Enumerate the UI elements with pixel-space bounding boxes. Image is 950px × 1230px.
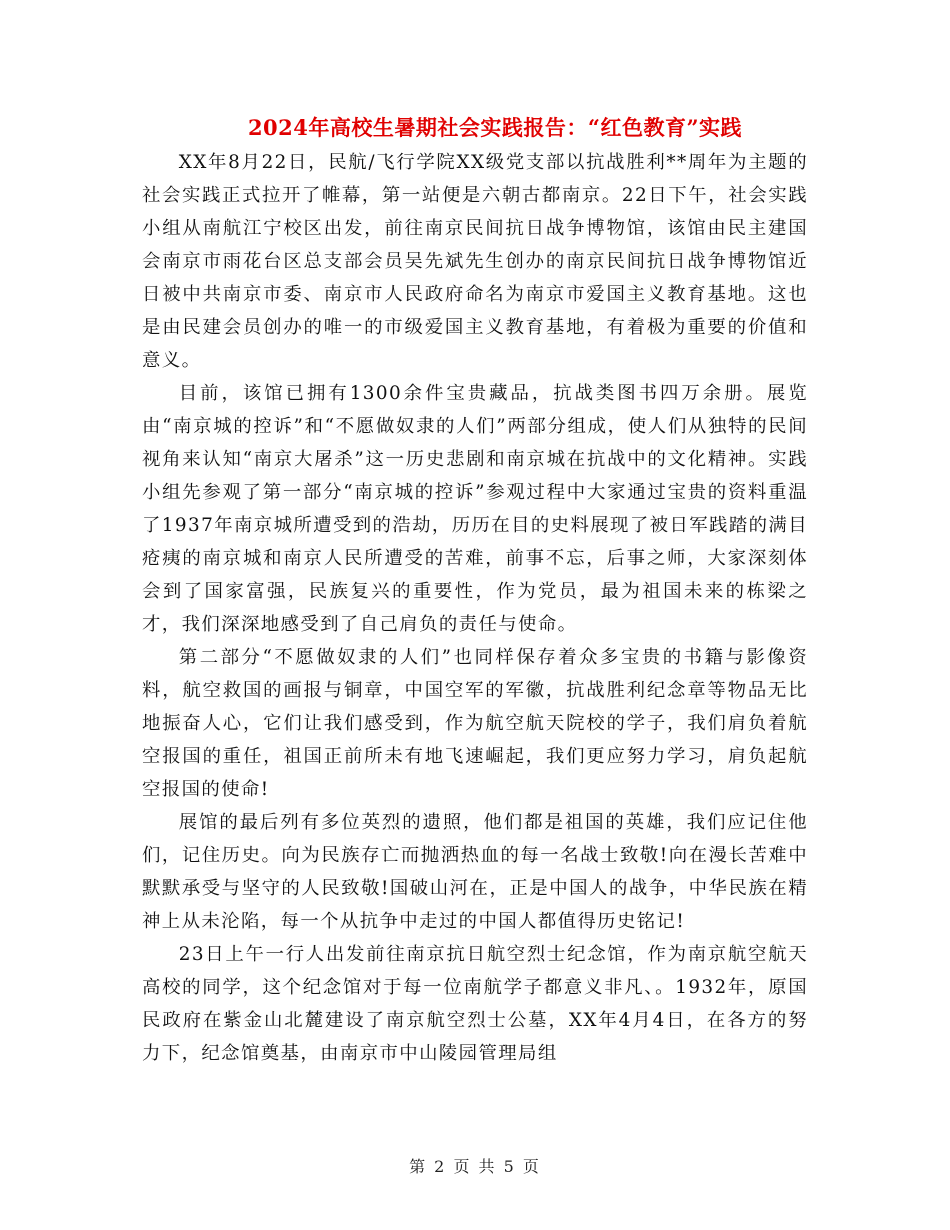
paragraph: 第二部分“不愿做奴隶的人们”也同样保存着众多宝贵的书籍与影像资料，航空救国的画报与铜章，中国空军的军徽，抗战胜利纪念章等物品无比地振奋人心，它们让我们感受到，作为航空航天院校的学子，我们肩负着航空报国的重任，祖国正前所未有地飞速崛起，我们更应努力学习，肩负起航空报国的使命!: [142, 647, 808, 800]
document-body: [142, 146, 808, 1070]
document-title: 2024年高校生暑期社会实践报告：“红色教育”实践: [247, 115, 743, 140]
paragraph: 23日上午一行人出发前往南京抗日航空烈士纪念馆，作为南京航空航天高校的同学，这个纪念馆对于每一位南航学子都意义非凡、。1932年，原国民政府在紫金山北麓建设了南京航空烈士公墓，XX年4月4日，在各方的努力下，纪念馆奠基，由南京市中山陵园管理局组: [142, 944, 808, 1064]
paragraph: XX年8月22日，民航/飞行学院XX级党支部以抗战胜利**周年为主题的社会实践正式拉开了帷幕，第一站便是六朝古都南京。22日下午，社会实践小组从南航江宁校区出发，前往南京民间抗日战争博物馆，该馆由民主建国会南京市雨花台区总支部会员吴先斌先生创办的南京民间抗日战争博物馆近日被中共南京市委、南京市人民政府命名为南京市爱国主义教育基地。这也是由民建会员创办的唯一的市级爱国主义教育基地，有着极为重要的价值和意义。: [142, 152, 808, 371]
paragraph: 展馆的最后列有多位英烈的遗照，他们都是祖国的英雄，我们应记住他们，记住历史。向为民族存亡而抛洒热血的每一名战士致敬!向在漫长苦难中默默承受与坚守的人民致敬!国破山河在，正是中国人的战争，中华民族在精神上从未沦陷，每一个从抗争中走过的中国人都值得历史铭记!: [142, 812, 808, 932]
paragraph: 目前，该馆已拥有1300余件宝贵藏品，抗战类图书四万余册。展览由“南京城的控诉”和“不愿做奴隶的人们”两部分组成，使人们从独特的民间视角来认知“南京大屠杀”这一历史悲剧和南京城在抗战中的文化精神。实践小组先参观了第一部分“南京城的控诉”参观过程中大家通过宝贵的资料重温了1937年南京城所遭受到的浩劫，历历在目的史料展现了被日军践踏的满目疮痍的南京城和南京人民所遭受的苦难，前事不忘，后事之师，大家深刻体会到了国家富强，民族复兴的重要性，作为党员，最为祖国未来的栋梁之才，我们深深地感受到了自己肩负的责任与使命。: [142, 383, 808, 635]
page-number-footer: 第 2 页 共 5 页: [409, 1157, 541, 1176]
